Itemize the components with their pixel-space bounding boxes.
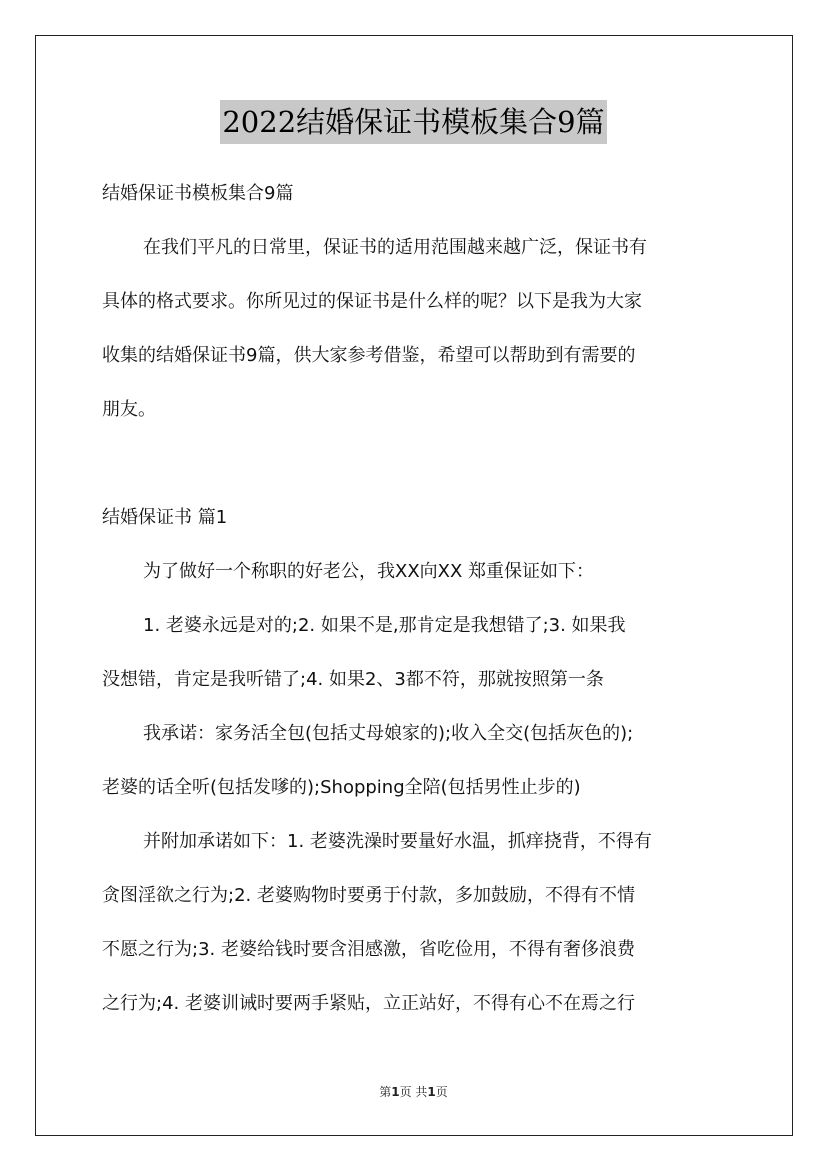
doc-line: 具体的格式要求。你所见过的保证书是什么样的呢？以下是我为大家 [102,291,642,312]
doc-line: 老婆的话全听(包括发嗲的);Shopping全陪(包括男性止步的) [102,777,581,798]
doc-line: 并附加承诺如下：1. 老婆洗澡时要量好水温，抓痒挠背，不得有 [143,831,652,852]
footer-mid: 页 共 [399,1085,428,1099]
doc-line: 贪图淫欲之行为;2. 老婆购物时要勇于付款，多加鼓励，不得有不情 [102,885,635,906]
doc-line: 我承诺：家务活全包(包括丈母娘家的);收入全交(包括灰色的); [143,723,634,744]
footer-suffix: 页 [435,1085,448,1099]
footer-page-total: 1 [427,1085,436,1099]
doc-line: 为了做好一个称职的好老公，我XX向XX 郑重保证如下： [143,561,595,582]
doc-line: 朋友。 [102,399,156,420]
doc-line: 不愿之行为;3. 老婆给钱时要含泪感激，省吃俭用，不得有奢侈浪费 [102,939,635,960]
doc-line: 在我们平凡的日常里，保证书的适用范围越来越广泛，保证书有 [143,237,647,258]
doc-line: 之行为;4. 老婆训诫时要两手紧贴，立正站好，不得有心不在焉之行 [102,993,635,1014]
footer-prefix: 第 [379,1085,392,1099]
doc-line-subtitle: 结婚保证书模板集合9篇 [102,183,294,204]
footer-page-number: 1 [391,1085,400,1099]
page-footer [0,1084,827,1100]
document-title: 2022结婚保证书模板集合9篇 [220,100,606,144]
section-heading: 结婚保证书 篇1 [102,507,228,528]
doc-line: 收集的结婚保证书9篇，供大家参考借鉴，希望可以帮助到有需要的 [102,345,636,366]
document-title-wrap [0,100,827,144]
doc-line: 没想错，肯定是我听错了;4. 如果2、3都不符，那就按照第一条 [102,669,604,690]
doc-line: 1. 老婆永远是对的;2. 如果不是,那肯定是我想错了;3. 如果我 [143,615,626,636]
